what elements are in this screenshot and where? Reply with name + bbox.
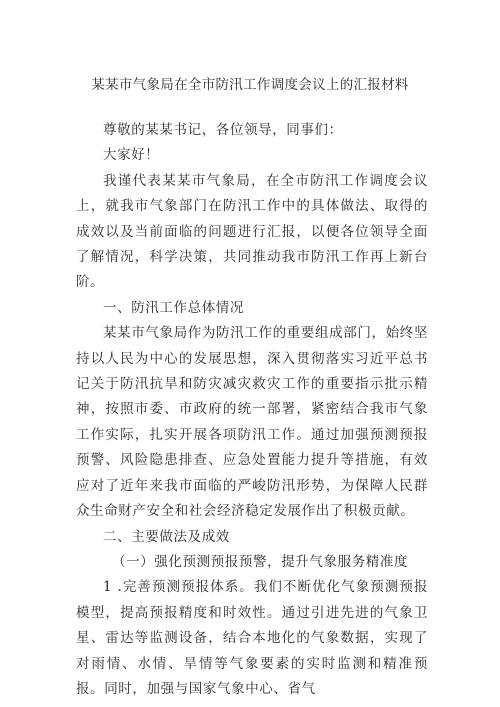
document-body bbox=[76, 118, 428, 702]
section-heading-measures: 二、主要做法及成效 bbox=[103, 528, 230, 545]
salutation: 尊敬的某某书记，各位领导，同事们： bbox=[103, 122, 343, 138]
intro-paragraph: 我谨代表某某市气象局，在全市防汛工作调度会议上，就我市气象部门在防汛工作中的具体做法、取得的成效以及当前面临的问题进行汇报，以便各位领导全面了解情况，科学决策，共同推动我市防汛工作再上新台阶。 bbox=[76, 172, 428, 291]
document-title: 某某市气象局在全市防汛工作调度会议上的汇报材料 bbox=[91, 77, 409, 93]
section-heading-overview: 一、防汛工作总体情况 bbox=[103, 299, 244, 316]
item-paragraph-forecast-system: 1 .完善预测预报体系。我们不断优化气象预测预报模型，提高预报精度和时效性。通过引进先进的气象卫星、雷达等监测设备，结合本地化的气象数据，实现了对雨情、水情、旱情等气象要素的实时监测和精准预报。同时，加强与国家气象中心、省气 bbox=[76, 579, 428, 697]
greeting: 大家好！ bbox=[103, 147, 160, 164]
subsection-heading-forecast: （一）强化预测预报预警，提升气象服务精准度 bbox=[112, 553, 409, 570]
overview-paragraph: 某某市气象局作为防汛工作的重要组成部门，始终坚持以人民为中心的发展思想，深入贯彻落实习近平总书记关于防汛抗旱和防灾减灾救灾工作的重要指示批示精神，按照市委、市政府的统一部署，紧密结合我市气象工作实际，扎实开展各项防汛工作。通过加强预测预报预警、风险隐患排查、应急处置能力提升等措施，有效应对了近年来我市面临的严峻防汛形势，为保障人民群众生命财产安全和社会经济稳定发展作出了积极贡献。 bbox=[76, 325, 428, 520]
